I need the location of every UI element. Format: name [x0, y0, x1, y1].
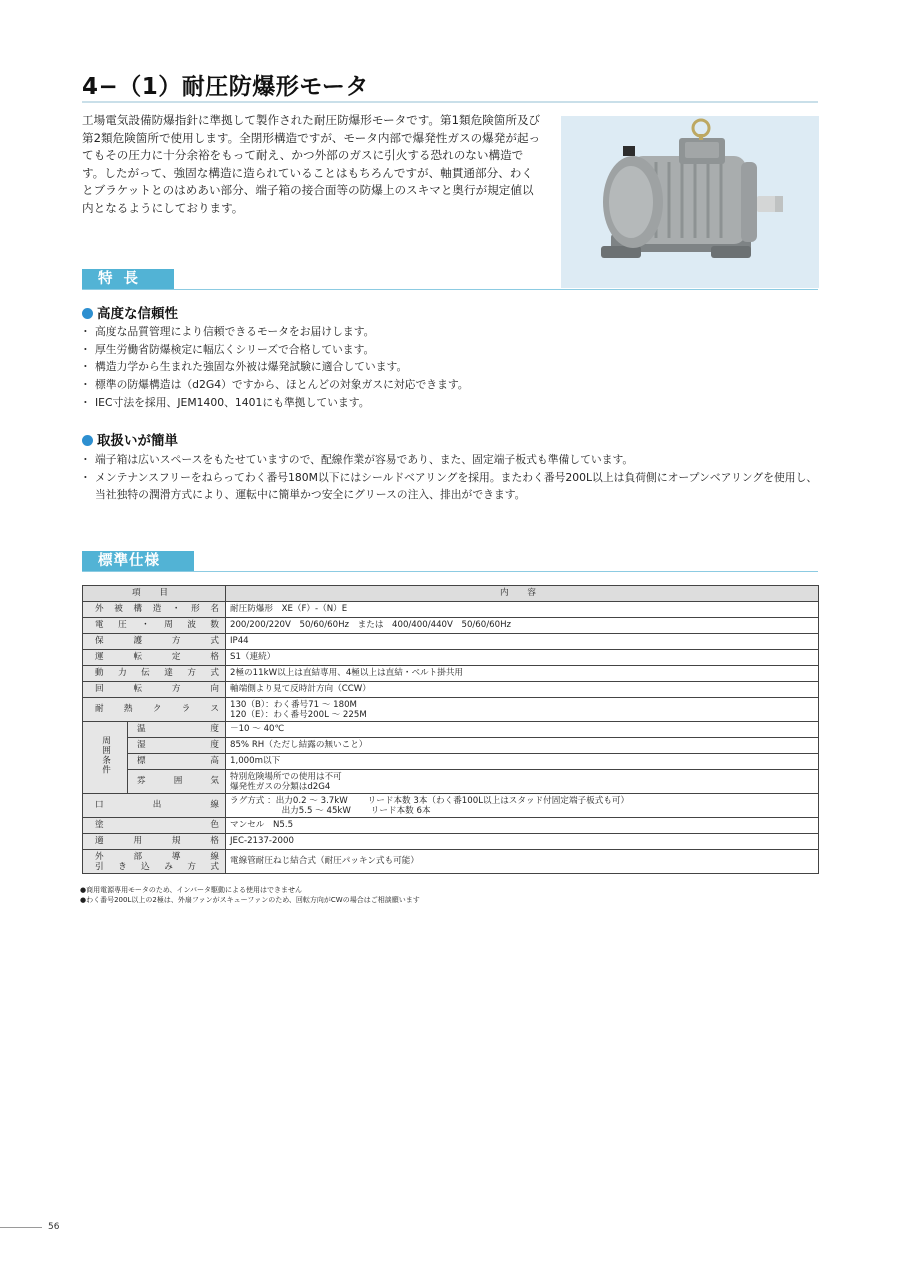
spec-notes — [80, 886, 420, 905]
spec-heading: 標準仕様 — [82, 551, 194, 571]
table-row — [83, 850, 819, 874]
table-row — [83, 602, 819, 618]
spec-value: 130（B）：わく番号71 ～ 180M 120（E）：わく番号200L ～ 225M — [226, 698, 819, 722]
page-number: 56 — [48, 1222, 60, 1232]
list-item: ・ 標準の防爆構造は（d2G4）ですから、ほとんどの対象ガスに対応できます。 — [80, 376, 820, 394]
intro-paragraph: 工場電気設備防爆指針に準拠して製作された耐圧防爆形モータです。第1類危険箇所及び第2類危険箇所で使用します。全閉形構造ですが、モータ内部で爆発性ガスの爆発が起ってもその圧力に十分余裕をもって耐え、かつ外部のガスに引火する恐れのない構造です。したがって、強固な構造に造られていることはもちろんですが、軸貫通部分、わくとブラケットとのはめあい部分、端子箱の接合面等の防爆上のスキマと奥行が規定値以内となるようにしております。 — [82, 113, 541, 215]
spec-key: 動力伝達方式 — [83, 666, 226, 682]
list-item: ・ 構造力学から生まれた強固な外被は爆発試験に適合しています。 — [80, 358, 820, 376]
title-underline — [82, 101, 818, 103]
spec-value: マンセル N5.5 — [226, 818, 819, 834]
list-item: ・ IEC寸法を採用、JEM1400、1401にも準拠しています。 — [80, 394, 820, 412]
spec-key: 適用規格 — [83, 834, 226, 850]
spec-key: 運転定格 — [83, 650, 226, 666]
page-number-rule — [0, 1227, 42, 1228]
list-item: ・ 高度な品質管理により信頼できるモータをお届けします。 — [80, 323, 820, 341]
spec-value: 特別危険場所での使用は不可 爆発性ガスの分類はd2G4 — [226, 770, 819, 794]
feature-list — [80, 323, 820, 412]
spec-heading-rule — [82, 571, 818, 572]
spec-key — [83, 850, 226, 874]
table-row — [83, 682, 819, 698]
list-item: ・ 厚生労働省防爆検定に幅広くシリーズで合格しています。 — [80, 341, 820, 359]
spec-key: 保護方式 — [83, 634, 226, 650]
note-line: ●商用電源専用モータのため、インバータ駆動による使用はできません — [80, 886, 303, 894]
spec-value: JEC-2137-2000 — [226, 834, 819, 850]
table-row — [83, 650, 819, 666]
spec-value: 耐圧防爆形 XE（F）-（N）E — [226, 602, 819, 618]
table-row — [83, 770, 819, 794]
spec-key: 湿度 — [128, 738, 226, 754]
spec-value: －10 ～ 40℃ — [226, 722, 819, 738]
table-row — [83, 634, 819, 650]
table-row — [83, 738, 819, 754]
table-row — [83, 666, 819, 682]
spec-value: 85% RH（ただし結露の無いこと） — [226, 738, 819, 754]
env-group-label: 周囲条件 — [83, 722, 128, 794]
spec-key: 標高 — [128, 754, 226, 770]
spec-key: 口出線 — [83, 794, 226, 818]
spec-key: 外被構造・形名 — [83, 602, 226, 618]
spec-table — [82, 585, 819, 874]
table-row — [83, 818, 819, 834]
spec-key-line: 外部導線 — [95, 851, 219, 862]
column-header-content: 内 容 — [226, 586, 819, 602]
list-item: ・ 端子箱は広いスペースをもたせていますので、配線作業が容易であり、また、固定端子板式も準備しています。 — [80, 451, 820, 469]
table-row — [83, 618, 819, 634]
features-heading-rule — [82, 289, 818, 290]
table-row — [83, 722, 819, 738]
spec-value: 軸端側より見て反時計方向（CCW） — [226, 682, 819, 698]
spec-value: 1,000m以下 — [226, 754, 819, 770]
spec-value: S1（連続） — [226, 650, 819, 666]
table-header-row — [83, 586, 819, 602]
spec-value: 2極の11kW以上は直結専用、4極以上は直結・ベルト掛共用 — [226, 666, 819, 682]
spec-value: ラグ方式 ：出力0.2 ～ 3.7kW リード本数 3本（わく番100L以上はスタッド付固定端子板式も可） 出力5.5 ～ 45kW リード本数 6本 — [226, 794, 819, 818]
spec-key: 耐熱クラス — [83, 698, 226, 722]
table-row — [83, 754, 819, 770]
feature-list — [80, 451, 820, 504]
bullet-dot-icon — [82, 308, 93, 319]
list-item: ・ メンテナンスフリーをねらってわく番号180M以下にはシールドベアリングを採用。またわく番号200L以上は負荷側にオープンベアリングを使用し、当社独特の潤滑方式により、運転中に簡単かつ安全にグリースの注入、排出ができます。 — [80, 469, 820, 504]
spec-key: 雰囲気 — [128, 770, 226, 794]
feature-group-title: 高度な信頼性 — [82, 302, 178, 322]
page-title: 4−（1）耐圧防爆形モータ — [82, 74, 369, 100]
spec-value: 200/200/220V 50/60/60Hz または 400/400/440V 50/60/60Hz — [226, 618, 819, 634]
spec-key: 回転方向 — [83, 682, 226, 698]
feature-group-title: 取扱いが簡単 — [82, 429, 178, 449]
spec-key: 塗色 — [83, 818, 226, 834]
motor-photo — [561, 116, 819, 288]
spec-key: 電圧・周波数 — [83, 618, 226, 634]
bullet-dot-icon — [82, 435, 93, 446]
note-line: ●わく番号200L以上の2極は、外扇ファンがスキューファンのため、回転方向がCWの場合はご相談願います — [80, 895, 420, 904]
table-row — [83, 698, 819, 722]
spec-value: IP44 — [226, 634, 819, 650]
table-row — [83, 834, 819, 850]
spec-key: 温度 — [128, 722, 226, 738]
spec-value: 電線管耐圧ねじ結合式（耐圧パッキン式も可能） — [226, 850, 819, 874]
motor-image — [561, 116, 819, 288]
spec-key-line: 引き込み方式 — [95, 861, 219, 872]
features-heading: 特 長 — [82, 269, 174, 289]
table-row — [83, 794, 819, 818]
column-header-item: 項 目 — [83, 586, 226, 602]
